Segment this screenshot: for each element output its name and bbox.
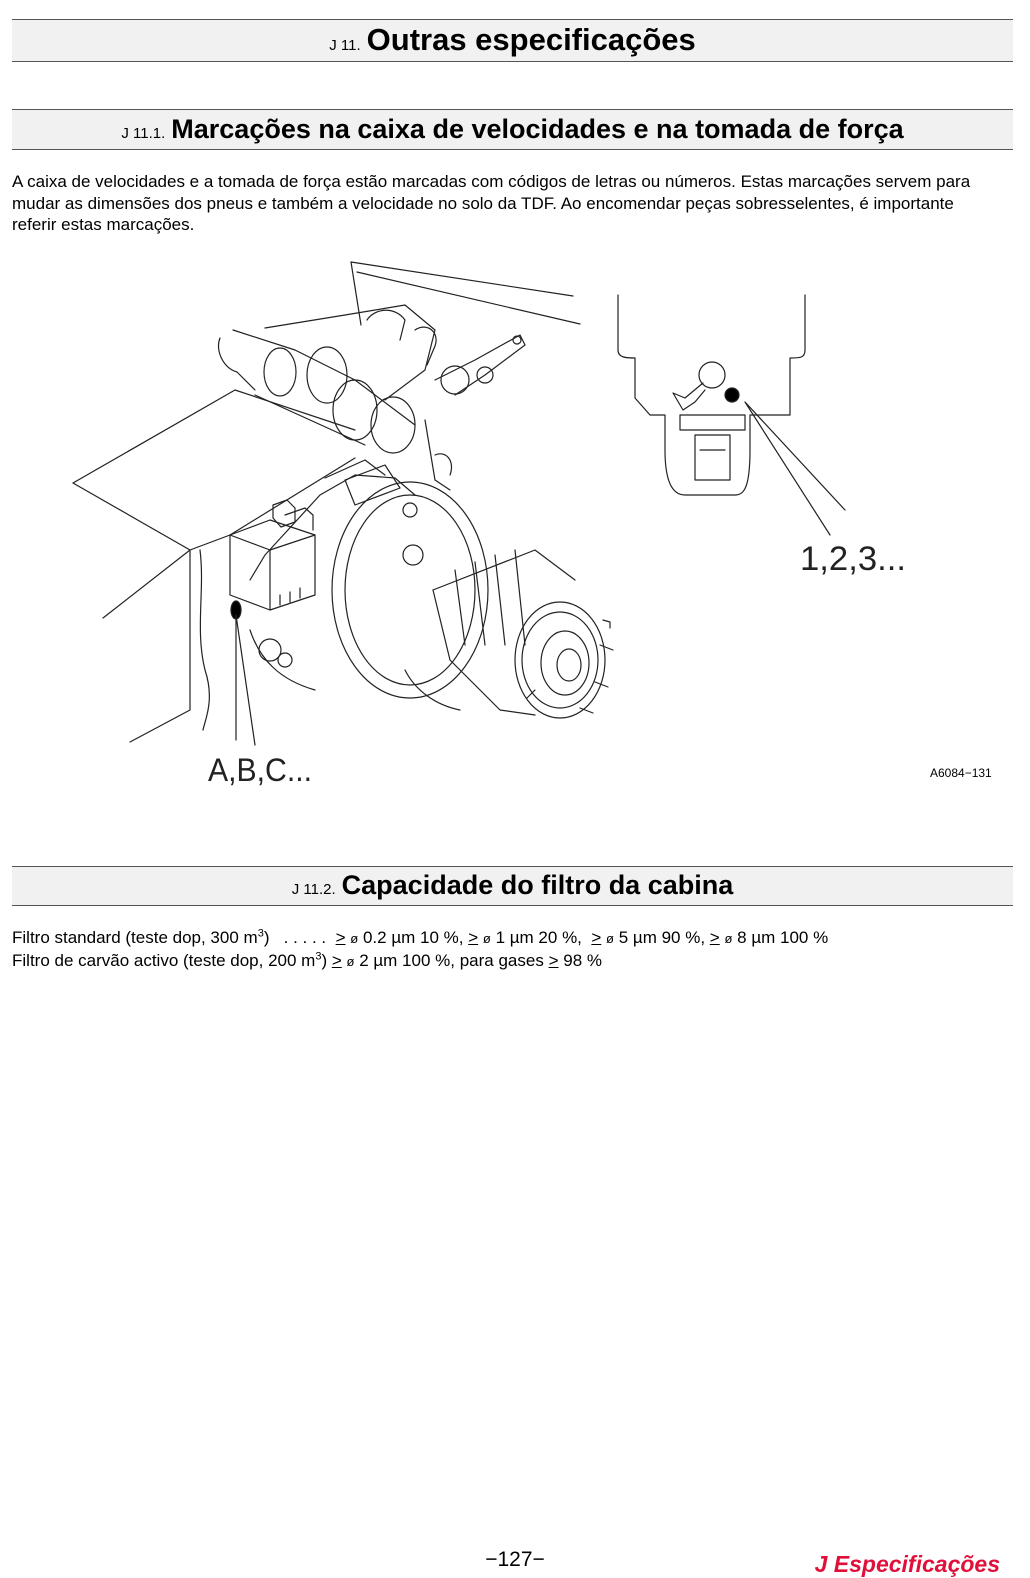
section-title: Outras especificações [366,22,696,57]
section-number: J 11.2. [291,881,336,898]
section-number: J 11. [329,37,361,54]
section-header-2 [12,866,1013,906]
section-title: Marcações na caixa de velocidades e na tomada de força [171,114,904,144]
section-title: Capacidade do filtro da cabina [341,870,734,900]
filter-spec-list [12,927,1002,973]
section-number: J 11.1. [121,125,166,142]
page-number: −127− [485,1548,545,1571]
figure-code: A6084−131 [930,766,992,780]
footer-section-title: J Especificações [814,1551,1000,1577]
intro-paragraph: A caixa de velocidades e a tomada de força estão marcadas com códigos de letras ou números. Estas marcações servem para mudar as dimensões dos pneus e também a velocidade no solo da TDF. Ao encomendar peças sobresselentes, é importante referir estas marcações. [12,172,971,234]
filter-line-standard: Filtro standard (teste dop, 300 $m^3$) . . . . . > ø 0.2 µm 10 %, > ø 1 µm 20 %, > ø 5 µm 90 %, > ø 8 µm 100 % [12,927,829,947]
label-letters: A,B,C... [208,752,312,788]
label-numbers: 1,2,3... [800,540,906,578]
filter-line-carbon: Filtro de carvão activo (teste dop, 200 $m^3$) > ø 2 µm 100 %, para gases > 98 % [12,950,602,970]
